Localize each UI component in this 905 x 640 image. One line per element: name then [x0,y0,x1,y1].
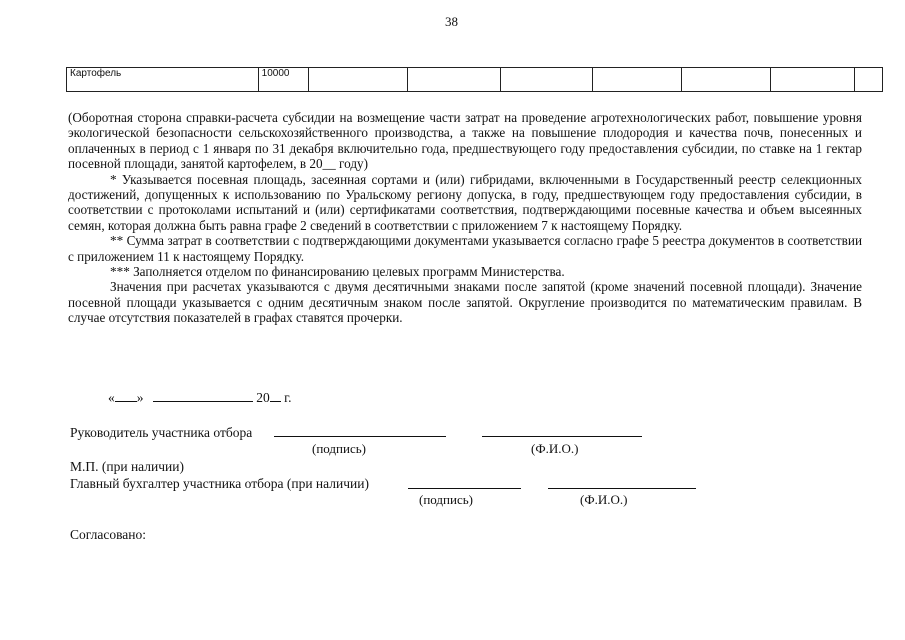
month-blank [153,389,253,402]
footnote-1: * Указывается посевная площадь, засеянная сортами и (или) гибридами, включенными в Государственный реестр селекционных достижений, допущенных к использованию по Уральскому региону допуска, в году, предшествующем году предоставления субсидии, в соответствии с протоколами испытаний и (или) сертификатами соответствия, подтверждающими посевные качества и объем высеянных семян, которая должна быть равна графе 2 сведений в соответствии с приложением 7 к настоящему Порядку. [68,171,862,233]
table-cell [309,68,408,92]
footnote-2: ** Сумма затрат в соответствии с подтверждающими документами указывается согласно графе 5 реестра документов в соответствии с приложением 11 к настоящему Порядку. [68,233,862,264]
table-cell [682,68,771,92]
head-label: Руководитель участника отбора [70,425,253,440]
table-row [67,68,883,92]
table-cell [593,68,682,92]
year-blank [270,389,281,402]
table-cell-value: 10000 [258,68,308,92]
table-cell [407,68,500,92]
agreed-label: Согласовано: [70,527,146,542]
document-body [68,110,862,326]
year-suffix: г. [284,390,292,405]
head-name-caption: (Ф.И.О.) [531,441,579,456]
day-blank [115,389,137,402]
rounding-note: Значения при расчетах указываются с двумя десятичными знаками после запятой (кроме значений посевной площади). Значение посевной площади указывается с одним десятичным знаком после запятой. Округление производится по математическим правилам. В случае отсутствия показателей в графах ставятся прочерки. [68,279,862,326]
head-signature-caption: (подпись) [312,441,366,456]
head-signature-line [274,436,446,437]
footnote-3: *** Заполняется отделом по финансированию целевых программ Министерства. [110,264,565,280]
head-name-line [482,436,642,437]
table-cell-crop: Картофель [67,68,259,92]
table-cell [854,68,882,92]
accountant-label: Главный бухгалтер участника отбора (при наличии) [70,476,369,491]
year-prefix: 20 [256,390,270,405]
reverse-side-note: (Оборотная сторона справки-расчета субсидии на возмещение части затрат на проведение агротехнологических работ, повышение уровня экологической безопасности сельскохозяйственного производства, а также на повышение плодородия и качества почв, понесенных и оплаченных в период с 1 января по 31 декабря включительно года, предшествующего году предоставления субсидии, по ставке на 1 гектар посевной площади, занятой картофелем, в 20__ году) [68,110,862,172]
data-table [66,67,883,92]
date-line [108,389,292,406]
accountant-signature-line [408,488,521,489]
accountant-name-line [548,488,696,489]
table-cell [770,68,854,92]
accountant-signature-caption: (подпись) [419,492,473,507]
page-number: 38 [445,14,458,29]
open-quote: « [108,390,115,405]
accountant-name-caption: (Ф.И.О.) [580,492,628,507]
stamp-label: М.П. (при наличии) [70,459,184,474]
close-quote: » [136,390,144,405]
table-cell [500,68,593,92]
